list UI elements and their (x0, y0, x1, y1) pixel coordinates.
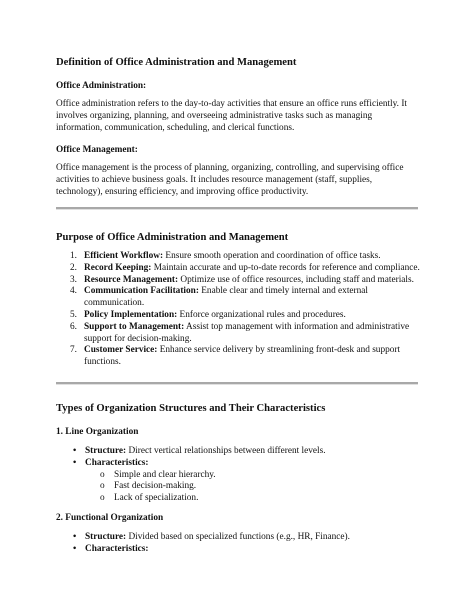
purpose-item: 3. Resource Management: Optimize use of office resources, including staff and materials. (70, 274, 414, 285)
purpose-title: Purpose of Office Administration and Management (56, 232, 289, 243)
characteristics-sublist (85, 470, 420, 505)
functional-organization-list (56, 532, 420, 556)
purpose-list (56, 251, 420, 369)
horizontal-rule (56, 382, 418, 385)
purpose-item: 5. Policy Implementation: Enforce organizational rules and procedures. (70, 309, 346, 320)
office-administration-text: Office administration refers to the day-to-day activities that ensure an office runs efficiently. It involves organizing, planning, and overseeing administrative tasks such as managing information, communication, scheduling, and clerical functions. (56, 99, 408, 133)
characteristics-item: • Characteristics: o Simple and clear hierarchy. o Fast decision-making. o Lack of specialization. (56, 458, 420, 505)
definition-title: Definition of Office Administration and Management (56, 57, 297, 68)
horizontal-rule (56, 207, 418, 210)
characteristic: o Simple and clear hierarchy. (100, 469, 216, 480)
organization-types-title: Types of Organization Structures and Their Characteristics (56, 403, 326, 414)
purpose-item: 1. Efficient Workflow: Ensure smooth operation and coordination of office tasks. (70, 251, 381, 261)
characteristic: o Lack of specialization. (100, 493, 199, 504)
purpose-item: 4. Communication Facilitation: Enable clear and timely internal and external communication. (70, 286, 368, 309)
purpose-item: 7. Customer Service: Enhance service delivery by streamlining front-desk and support functions. (70, 345, 401, 368)
purpose-item: 2. Record Keeping: Maintain accurate and up-to-date records for reference and compliance. (70, 262, 420, 273)
characteristic: o Fast decision-making. (100, 481, 197, 492)
line-organization-heading: 1. Line Organization (56, 427, 139, 437)
line-organization-list (56, 446, 420, 505)
structure-item: • Structure: Divided based on specialized functions (e.g., HR, Finance). (73, 532, 350, 542)
purpose-item: 6. Support to Management: Assist top management with information and administrative support for decision-making. (70, 321, 410, 344)
office-management-text: Office management is the process of planning, organizing, controlling, and supervising office activities to achieve business goals. It includes resource management (staff, supplies, technology), ensuring efficiency, and improving office productivity. (56, 163, 404, 197)
characteristics-item: • Characteristics: (73, 543, 149, 554)
structure-item: • Structure: Direct vertical relationships between different levels. (73, 446, 326, 456)
office-management-heading: Office Management: (56, 145, 138, 155)
functional-organization-heading: 2. Functional Organization (56, 513, 164, 523)
office-administration-heading: Office Administration: (56, 81, 147, 91)
